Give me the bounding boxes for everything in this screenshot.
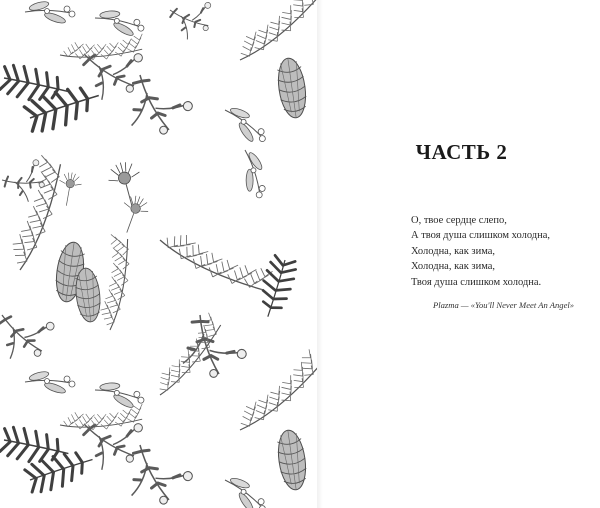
mistletoe-icon [93,6,147,39]
mistletoe-icon [25,0,75,25]
mistletoe-icon [218,100,273,149]
pine-cone-icon [74,267,103,323]
pine-cone-icon [275,428,309,491]
text-page [323,0,600,508]
mistletoe-icon [93,378,147,411]
epigraph [411,213,600,290]
epigraph-line: Твоя душа слишком холодна. [411,276,542,288]
part-title: ЧАСТЬ 2 [415,140,508,164]
juniper-berry-icon [84,54,143,100]
thistle-icon [115,192,152,237]
epigraph-line: Холодна, как зима, [411,261,496,273]
fern-icon [0,45,68,123]
epigraph-line: О, твое сердце слепо, [411,215,507,226]
juniper-berry-icon [169,2,216,42]
fern-icon [243,248,312,317]
juniper-berry-icon [115,73,194,147]
pine-branch-icon [226,0,317,60]
pine-branch-icon [0,146,100,272]
fern-icon [0,407,68,485]
mistletoe-icon [233,146,274,202]
epigraph-attribution: Plazma — «You'll Never Meet An Angel» [433,300,575,310]
juniper-berry-icon [0,313,55,365]
mistletoe-icon [218,470,273,508]
juniper-berry-icon [84,424,143,470]
mistletoe-icon [25,370,75,395]
pine-branch-icon [226,346,317,430]
pine-branch-icon [159,195,282,325]
juniper-berry-icon [168,313,248,391]
epigraph-line: А твоя душа слишком холодна, [411,230,551,242]
pine-cone-icon [275,56,309,119]
pine-branch-icon [137,308,240,396]
epigraph-line: Холодна, как зима, [411,245,496,257]
